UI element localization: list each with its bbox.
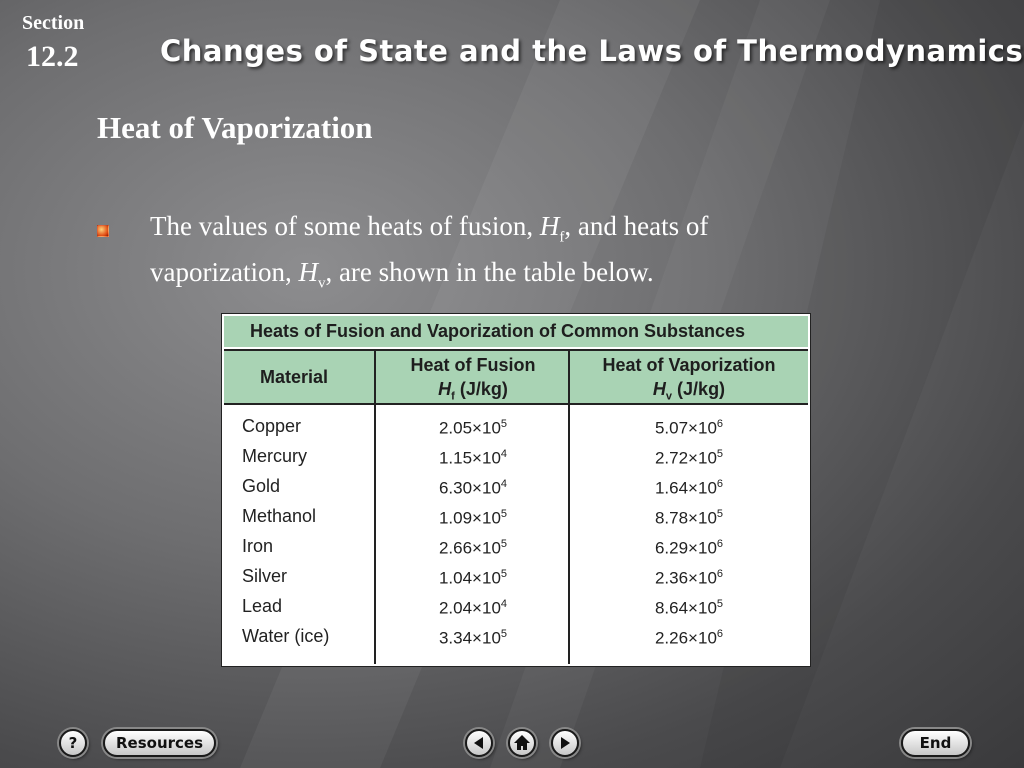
- table-title: Heats of Fusion and Vaporization of Common Substances: [224, 316, 808, 347]
- cell-heat-of-fusion: $6.30\times 10^4$: [438, 478, 508, 498]
- help-button[interactable]: [59, 729, 87, 757]
- cell-material: Lead: [242, 596, 283, 616]
- bullet-text: The values of some heats of fusion, $H_f$, and heats of vaporization, $H_v$, are shown in the table below.: [150, 211, 709, 292]
- cell-heat-of-fusion: $1.15\times 10^4$: [438, 448, 508, 468]
- back-arrow-icon: [467, 731, 491, 755]
- table-row: [224, 414, 808, 444]
- header-material: Material: [260, 367, 329, 387]
- table-row: [224, 594, 808, 624]
- help-icon: ?: [68, 734, 78, 752]
- table-row: [224, 534, 808, 564]
- table-row: [224, 504, 808, 534]
- back-button[interactable]: [465, 729, 493, 757]
- forward-button[interactable]: [551, 729, 579, 757]
- table-row: [224, 624, 808, 654]
- cell-heat-of-fusion: $2.04\times 10^4$: [438, 598, 508, 618]
- cell-material: Copper: [242, 416, 302, 436]
- cell-material: Iron: [242, 536, 274, 556]
- cell-heat-of-vaporization: $8.64\times 10^5$: [654, 598, 724, 618]
- cell-heat-of-vaporization: $2.72\times 10^5$: [654, 448, 724, 468]
- table-row: [224, 444, 808, 474]
- cell-heat-of-vaporization: $2.36\times 10^6$: [654, 568, 724, 588]
- cell-heat-of-fusion: $1.04\times 10^5$: [438, 568, 508, 588]
- section-number: 12.2: [26, 40, 79, 73]
- cell-material: Mercury: [242, 446, 308, 466]
- forward-arrow-icon: [553, 731, 577, 755]
- cell-heat-of-vaporization: $6.29\times 10^6$: [654, 538, 724, 558]
- section-label: Section: [22, 12, 85, 34]
- cell-heat-of-fusion: $1.09\times 10^5$: [438, 508, 508, 528]
- cell-material: Water (ice): [242, 626, 330, 646]
- cell-material: Silver: [242, 566, 288, 586]
- table-row: [224, 474, 808, 504]
- slide-subtitle: Heat of Vaporization: [97, 110, 373, 145]
- home-icon: [510, 731, 534, 755]
- cell-heat-of-fusion: $2.66\times 10^5$: [438, 538, 508, 558]
- bullet-icon: [97, 225, 109, 237]
- cell-heat-of-vaporization: $1.64\times 10^6$: [654, 478, 724, 498]
- table-header-row: [224, 349, 808, 405]
- slide-title: Changes of State and the Laws of Thermodynamics: [160, 34, 1024, 68]
- cell-heat-of-fusion: $3.34\times 10^5$: [438, 628, 508, 648]
- table-row: [224, 564, 808, 594]
- home-button[interactable]: [508, 729, 536, 757]
- cell-material: Gold: [242, 476, 281, 496]
- resources-button[interactable]: Resources: [103, 729, 216, 757]
- cell-material: Methanol: [242, 506, 317, 526]
- heats-table: [221, 313, 811, 667]
- cell-heat-of-vaporization: $8.78\times 10^5$: [654, 508, 724, 528]
- cell-heat-of-vaporization: $2.26\times 10^6$: [654, 628, 724, 648]
- cell-heat-of-fusion: $2.05\times 10^5$: [438, 418, 508, 438]
- cell-heat-of-vaporization: $5.07\times 10^6$: [654, 418, 724, 438]
- table-body: [224, 414, 808, 654]
- end-button[interactable]: End: [901, 729, 970, 757]
- header-heat-of-fusion: Heat of Fusion $H_f$ (J/kg): [410, 355, 536, 403]
- header-heat-of-vaporization: Heat of Vaporization $H_v$ (J/kg): [602, 355, 776, 403]
